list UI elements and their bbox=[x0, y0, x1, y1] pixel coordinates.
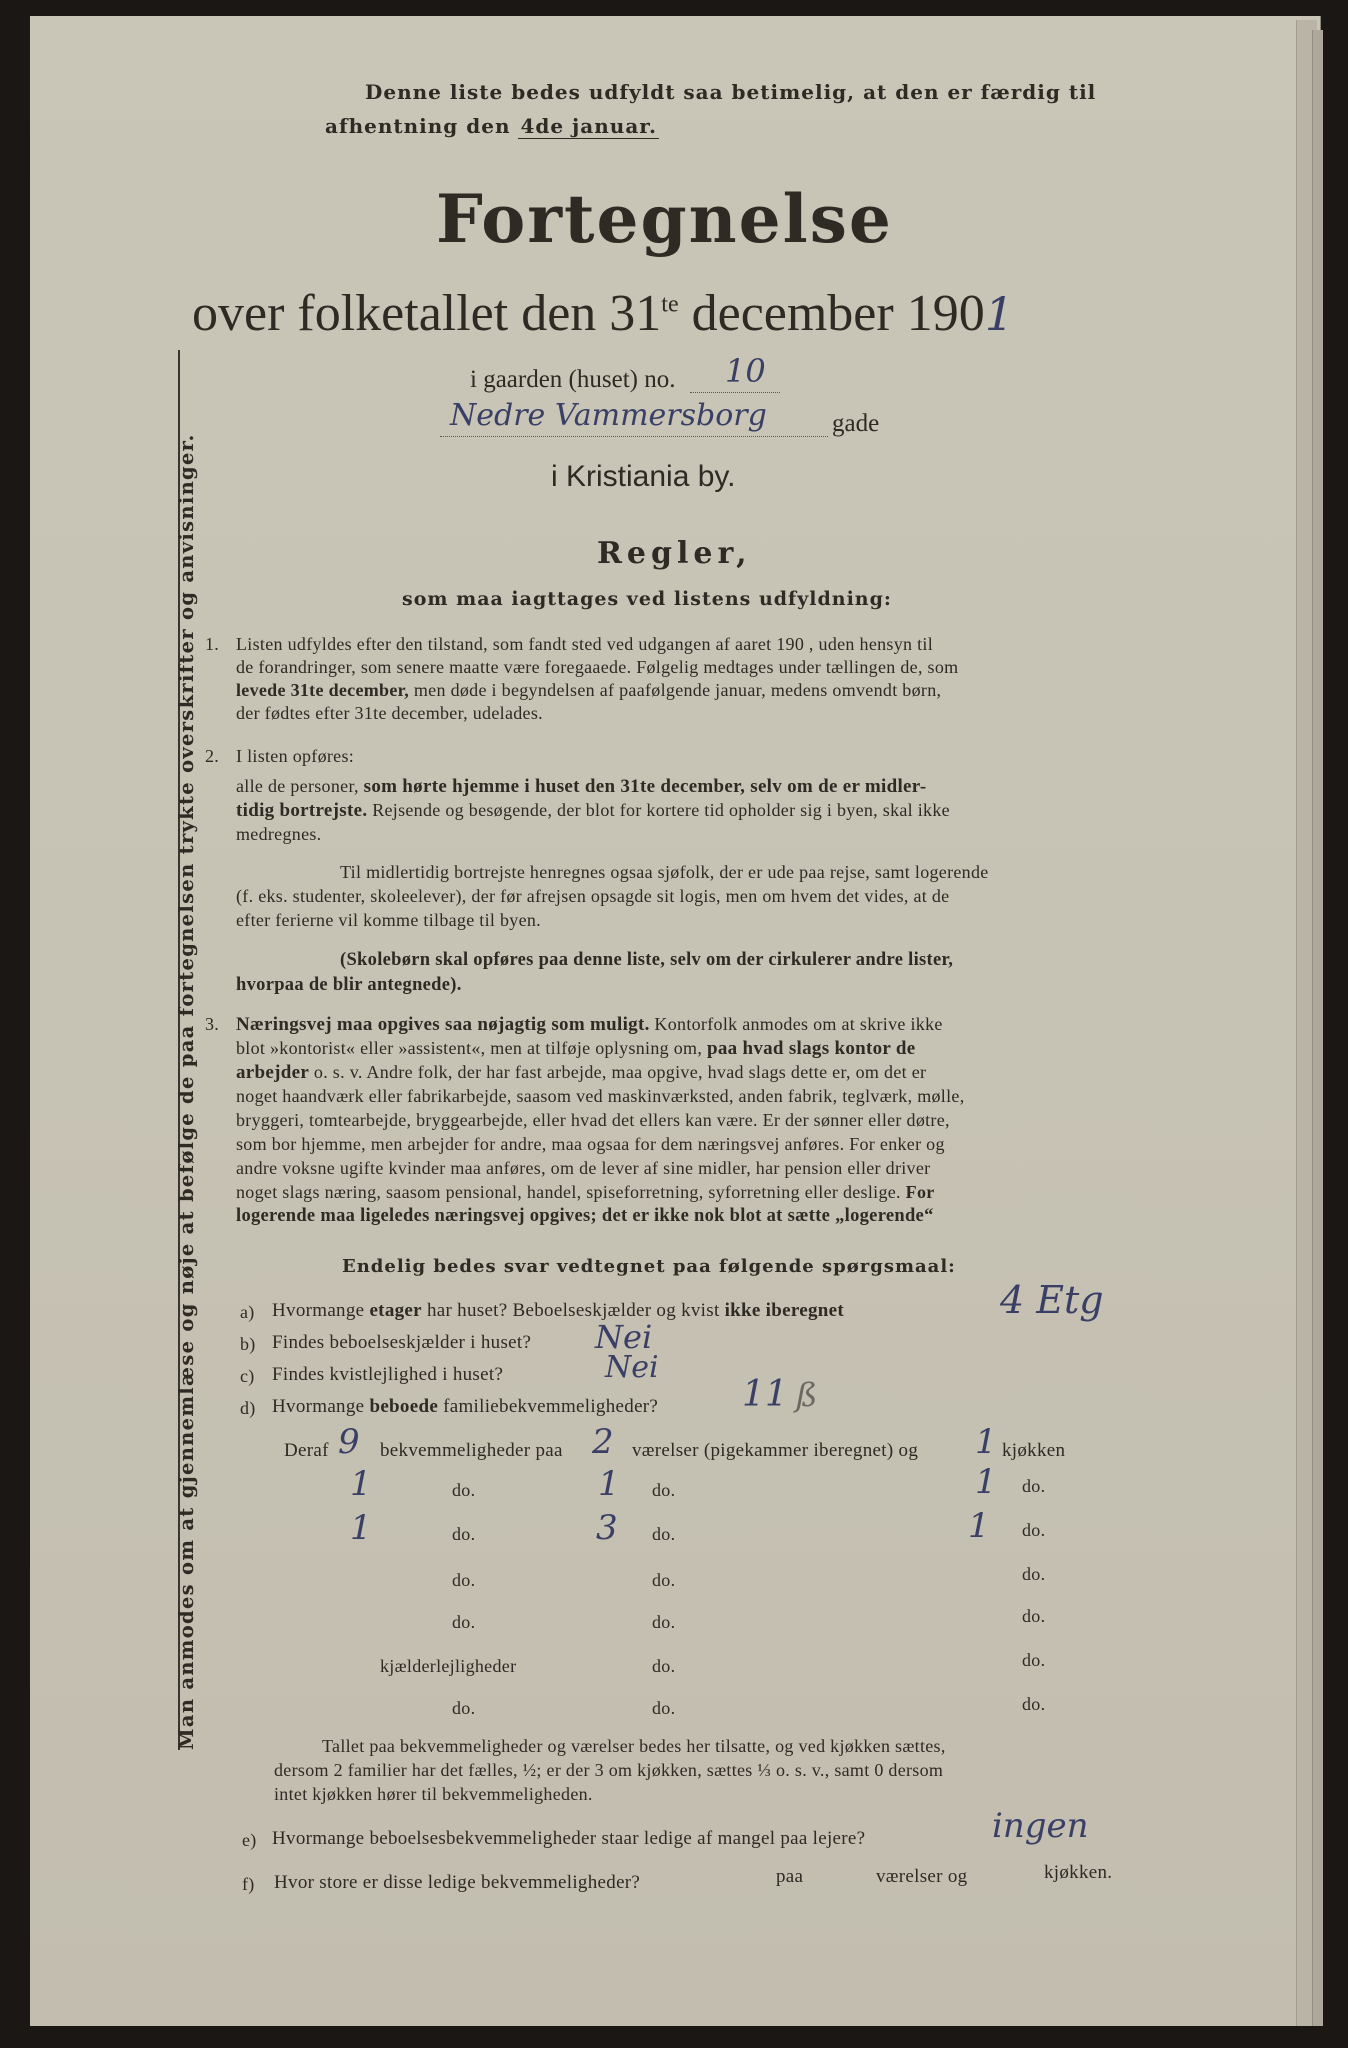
gade-label: gade bbox=[832, 410, 880, 437]
row-4-do-3: do. bbox=[1022, 1564, 1046, 1584]
row-7-do-3: do. bbox=[1022, 1694, 1046, 1714]
rule-3-bold-4: For bbox=[905, 1182, 935, 1202]
question-a-label: a) bbox=[240, 1302, 255, 1322]
pickup-date: 4de januar. bbox=[520, 114, 657, 138]
subtitle bbox=[192, 284, 1014, 343]
street-name: Nedre Vammersborg bbox=[450, 398, 767, 433]
question-f-paa: paa bbox=[776, 1866, 804, 1887]
rule-2-line-3-rest: Rejsende og besøgende, der blot for kortere tid opholder sig i byen, skal ikke bbox=[367, 800, 950, 820]
rule-3-line-3-rest: o. s. v. Andre folk, der har fast arbejde, maa opgive, hvad slags dette er, om det er bbox=[309, 1062, 927, 1082]
rule-3-line-6: som bor hjemme, men arbejder for andre, maa ogsaa for dem næringsvej anføres. For enker og bbox=[236, 1134, 945, 1154]
questions-intro: Endelig bedes svar vedtegnet paa følgende spørgsmaal: bbox=[342, 1256, 956, 1277]
row-7-do-2: do. bbox=[652, 1698, 676, 1718]
rule-3-line-4: noget haandværk eller fabrikarbejde, saasom ved maskinværksted, anden fabrik, teglværk, mølle, bbox=[236, 1086, 965, 1106]
subtitle-prefix: over folketallet den 31 bbox=[192, 285, 662, 342]
rule-3-line-8-start: noget slags næring, saasom pensional, handel, spiseforretning, syforretning eller deslige. bbox=[236, 1182, 906, 1202]
row-2-rooms: 1 bbox=[598, 1464, 620, 1504]
row-4-do-2: do. bbox=[652, 1570, 676, 1590]
row-1-count: 9 bbox=[338, 1422, 360, 1462]
kjokken-label: kjøkken bbox=[1002, 1440, 1066, 1461]
row-2-do-2: do. bbox=[652, 1480, 676, 1500]
row-3-kitchen: 1 bbox=[968, 1506, 990, 1546]
rule-3-line-3 bbox=[236, 1062, 926, 1084]
question-d-bold: beboede bbox=[369, 1396, 439, 1417]
rule-2-line-1: I listen opføres: bbox=[236, 746, 355, 766]
question-a-text-1: Hvormange bbox=[272, 1300, 370, 1321]
rule-3-bold-3: arbejder bbox=[236, 1062, 310, 1083]
city: i Kristiania by. bbox=[551, 460, 736, 493]
rule-2-para-2-line-3: efter ferierne vil komme tilbage til byen. bbox=[236, 910, 541, 930]
regler-subheading: som maa iagttages ved listens udfyldning: bbox=[402, 588, 892, 610]
rule-3-line-2-start: blot »kontorist« eller »assistent«, men at tilføje oplysning om, bbox=[236, 1038, 707, 1058]
answer-a: 4 Etg bbox=[1000, 1278, 1104, 1322]
question-f: Hvor store er disse ledige bekvemmeligheder? bbox=[274, 1872, 641, 1893]
rule-2-line-3 bbox=[236, 800, 950, 822]
rule-1-line-3 bbox=[236, 680, 941, 701]
question-b-label: b) bbox=[240, 1334, 256, 1354]
deraf-label: Deraf bbox=[284, 1440, 329, 1461]
vaerelser-label: værelser (pigekammer iberegnet) og bbox=[632, 1440, 919, 1461]
bekv-label: bekvemmeligheder paa bbox=[380, 1440, 563, 1461]
row-2-do-3: do. bbox=[1022, 1476, 1046, 1496]
rule-2-para-2-line-2: (f. eks. studenter, skoleelever), der før afrejsen opsagde sit logis, men om hvem det vides, at de bbox=[236, 886, 950, 906]
subtitle-suffix: december 190 bbox=[678, 285, 985, 342]
rule-2-para-2-line-1: Til midlertidig bortrejste henregnes ogsaa sjøfolk, der er ude paa rejse, samt logerende bbox=[340, 862, 989, 882]
row-3-rooms: 3 bbox=[596, 1508, 618, 1548]
question-c-label: c) bbox=[240, 1366, 255, 1386]
page-edge-back bbox=[1312, 30, 1323, 2026]
header-prefix: afhentning den bbox=[325, 114, 511, 138]
rule-2-bold-2: tidig bortrejste. bbox=[236, 800, 368, 821]
question-f-kjokken: kjøkken. bbox=[1044, 1862, 1113, 1883]
side-instruction: Man anmodes om at gjennemlæse og nøje at befølge de paa fortegnelsen trykte overskrifter og anvisninger. bbox=[175, 433, 198, 1750]
rule-3-bold-2: paa hvad slags kontor de bbox=[706, 1038, 916, 1059]
row-3-do-2: do. bbox=[652, 1524, 676, 1544]
question-e-label: e) bbox=[242, 1830, 257, 1850]
row-5-do-3: do. bbox=[1022, 1606, 1046, 1626]
rule-1-line-2: de forandringer, som senere maatte være foregaaede. Følgelig medtages under tællingen de, som bbox=[236, 657, 959, 677]
row-2-do: do. bbox=[452, 1480, 476, 1500]
house-number: 10 bbox=[725, 352, 766, 390]
answer-e: ingen bbox=[992, 1806, 1089, 1846]
subtitle-sup: te bbox=[661, 291, 679, 318]
rule-1-number: 1. bbox=[205, 634, 220, 654]
question-e: Hvormange beboelsesbekvemmeligheder staar ledige af mangel paa lejere? bbox=[272, 1828, 866, 1849]
rule-2-bold: som hørte hjemme i huset den 31te december, selv om de er midler- bbox=[363, 776, 927, 797]
kjaelder-label: kjælderlejligheder bbox=[380, 1656, 517, 1676]
rule-3-line-5: bryggeri, tomtearbejde, bryggearbejde, eller hvad det ellers kan være. Er der sønner eller døtre, bbox=[236, 1110, 950, 1130]
question-f-vaerelser: værelser og bbox=[876, 1866, 968, 1887]
header-line-2 bbox=[325, 114, 659, 138]
question-c: Findes kvistlejlighed i huset? bbox=[272, 1364, 504, 1385]
row-3-count: 1 bbox=[350, 1508, 372, 1548]
row-7-do: do. bbox=[452, 1698, 476, 1718]
row-1-kitchen: 1 bbox=[975, 1422, 997, 1462]
rule-3-number: 3. bbox=[205, 1014, 220, 1034]
answer-d-mark: ß bbox=[796, 1376, 818, 1414]
answer-d: 11 bbox=[742, 1374, 788, 1415]
footnote-line-1: Tallet paa bekvemmeligheder og værelser bedes her tilsatte, og ved kjøkken sættes, bbox=[322, 1736, 946, 1756]
question-b: Findes beboelseskjælder i huset? bbox=[272, 1332, 532, 1353]
regler-heading: Regler, bbox=[597, 536, 752, 571]
row-3-do: do. bbox=[452, 1524, 476, 1544]
row-5-do: do. bbox=[452, 1612, 476, 1632]
rule-1-line-3-rest: men døde i begyndelsen af paafølgende januar, medens omvendt børn, bbox=[409, 680, 942, 700]
rule-2-number: 2. bbox=[205, 746, 220, 766]
rule-3-bold: Næringsvej maa opgives saa nøjagtig som muligt. bbox=[236, 1014, 650, 1035]
question-a-text-2: har huset? Beboelseskjælder og kvist bbox=[421, 1300, 725, 1321]
row-6-do: do. bbox=[652, 1656, 676, 1676]
row-2-count: 1 bbox=[350, 1464, 372, 1504]
rule-1-bold: levede 31te december, bbox=[236, 680, 410, 700]
answer-c: Nei bbox=[605, 1350, 659, 1385]
question-a-bold-2: ikke iberegnet bbox=[724, 1300, 845, 1321]
footnote-line-2: dersom 2 familier har det fælles, ½; er der 3 om kjøkken, sættes ⅓ o. s. v., samt 0 dersom bbox=[274, 1760, 944, 1780]
rule-3-line-1 bbox=[236, 1014, 943, 1036]
row-4-do: do. bbox=[452, 1570, 476, 1590]
rule-2-para-3-line-1: (Skolebørn skal opføres paa denne liste, selv om der cirkulerer andre lister, bbox=[340, 950, 954, 970]
rule-3-line-1-rest: Kontorfolk anmodes om at skrive ikke bbox=[649, 1014, 943, 1034]
question-a bbox=[272, 1300, 844, 1322]
street-line bbox=[440, 436, 828, 437]
question-d-text-1: Hvormange bbox=[272, 1396, 370, 1417]
question-d-text-2: familiebekvemmeligheder? bbox=[438, 1396, 659, 1417]
rule-3-line-2 bbox=[236, 1038, 915, 1060]
question-a-bold: etager bbox=[369, 1300, 422, 1321]
row-2-kitchen: 1 bbox=[975, 1462, 997, 1502]
rule-3-line-8 bbox=[236, 1182, 935, 1203]
rule-3-line-7: andre voksne ugifte kvinder maa anføres, om de lever af sine midler, har pension eller driver bbox=[236, 1158, 931, 1178]
footnote-line-3: intet kjøkken hører til bekvemmeligheden. bbox=[274, 1784, 593, 1804]
year-handwritten: 1 bbox=[984, 287, 1014, 341]
page-title: Fortegnelse bbox=[436, 180, 893, 258]
question-d-label: d) bbox=[240, 1398, 256, 1418]
row-3-do-3: do. bbox=[1022, 1520, 1046, 1540]
question-f-label: f) bbox=[242, 1874, 255, 1894]
row-5-do-2: do. bbox=[652, 1612, 676, 1632]
rule-2-line-2-start: alle de personer, bbox=[236, 776, 364, 796]
gaarden-label: i gaarden (huset) no. bbox=[470, 366, 676, 393]
question-d bbox=[272, 1396, 658, 1418]
row-6-do-2: do. bbox=[1022, 1650, 1046, 1670]
rule-3-line-9: logerende maa ligeledes næringsvej opgives; det er ikke nok blot at sætte „logerende“ bbox=[236, 1206, 934, 1226]
rule-2-line-2 bbox=[236, 776, 926, 798]
row-1-rooms: 2 bbox=[592, 1422, 614, 1462]
rule-2-line-4: medregnes. bbox=[236, 824, 322, 844]
header-line-1: Denne liste bedes udfyldt saa betimelig, at den er færdig til bbox=[365, 80, 1097, 104]
rule-2-para-3-line-2: hvorpaa de blir antegnede). bbox=[236, 975, 462, 995]
house-number-line bbox=[690, 392, 780, 393]
answer-b: Nei bbox=[595, 1318, 653, 1356]
rule-1-line-1: Listen udfyldes efter den tilstand, som fandt sted ved udgangen af aaret 190 , uden hensyn til bbox=[236, 634, 934, 654]
rule-1-line-4: der fødtes efter 31te december, udelades. bbox=[236, 703, 543, 723]
